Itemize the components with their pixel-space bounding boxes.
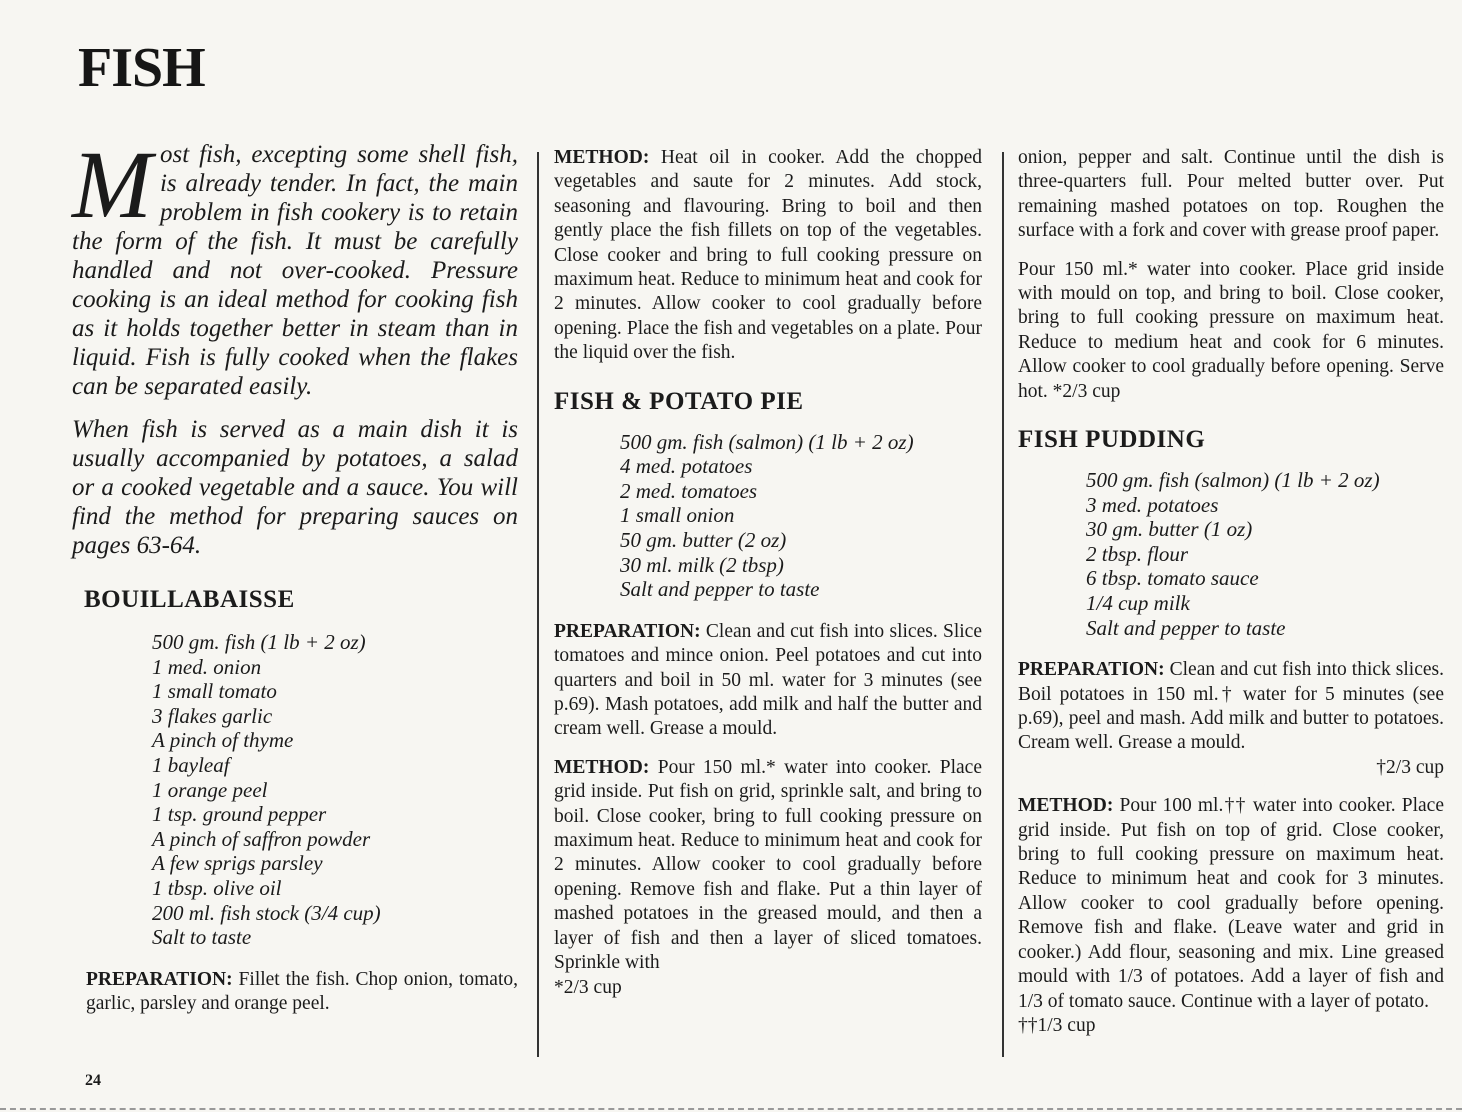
method-text: Pour 150 ml.* water into cooker. Place grid inside. Put fish on grid, sprinkle salt, and bring to boil. Close cooker, bring to full cooking pressure on maximum heat. Reduce to minimum heat and cook for 2 minutes. Allow cooker to cool gradually before opening. Remove fish and flake. Put a thin layer of mashed potatoes in the greased mould, and then a layer of fish and then a layer of sliced tomatoes. Sprinkle with: [554, 756, 982, 974]
ingredient-list: [554, 430, 982, 602]
ingredient: 1 small onion: [620, 503, 735, 528]
ingredient: A pinch of saffron powder: [152, 826, 371, 851]
recipe-title-fish-potato-pie: FISH & POTATO PIE: [554, 387, 804, 415]
preparation-text: Clean and cut fish into thick slices. Boil potatoes in 150 ml.† water for 5 minutes (see p.69), peel and mash. Add milk and butter to potatoes. Cream well. Grease a mould.: [1018, 659, 1444, 754]
footnote: ††1/3 cup: [1018, 1014, 1096, 1036]
method-paragraph: [554, 146, 982, 366]
method-paragraph: [1018, 794, 1444, 1038]
preparation-label: PREPARATION:: [86, 968, 233, 990]
method-label: METHOD:: [554, 756, 650, 778]
preparation-paragraph: [72, 968, 518, 1017]
ingredient: 50 gm. butter (2 oz): [620, 528, 787, 553]
cooking-paragraph: Pour 150 ml.* water into cooker. Place grid inside with mould on top, and bring to boil. Close cooker, bring to full cooking pressure on maximum heat. Reduce to medium heat and cook for 6 minutes. Allow cooker to cool gradually before opening. Serve hot. *2/3 cup: [1018, 258, 1444, 402]
ingredient: 3 flakes garlic: [152, 703, 273, 728]
ingredient: Salt to taste: [152, 925, 252, 950]
ingredient: 200 ml. fish stock (3/4 cup): [152, 900, 381, 925]
continued-paragraph: onion, pepper and salt. Continue until the dish is three-quarters full. Pour melted butter over. Put remaining mashed potatoes on top. Roughen the surface with a fork and cover with grease proof paper.: [1018, 147, 1444, 242]
ingredient: 30 gm. butter (1 oz): [1086, 517, 1253, 542]
ingredient: 6 tbsp. tomato sauce: [1086, 566, 1259, 591]
ingredient: 1 small tomato: [152, 679, 277, 704]
method-label: METHOD:: [1018, 795, 1114, 817]
preparation-label: PREPARATION:: [554, 620, 701, 642]
intro-paragraph: When fish is served as a main dish it is usually accompanied by potatoes, a salad or a cooked vegetable and a sauce. You will find the method for preparing sauces on pages 63-64.: [72, 416, 518, 559]
ingredient: 500 gm. fish (1 lb + 2 oz): [152, 630, 366, 654]
column-right: [1018, 146, 1444, 1038]
intro: [72, 131, 518, 560]
column-divider: [1002, 152, 1004, 1057]
method-label: METHOD:: [554, 147, 650, 168]
ingredient-list: [1018, 468, 1444, 640]
ingredient: Salt and pepper to taste: [1086, 615, 1286, 640]
footnote: †2/3 cup: [1376, 756, 1444, 778]
ingredient: 3 med. potatoes: [1086, 492, 1219, 517]
ingredient-list: [72, 630, 518, 950]
intro-paragraph: [72, 131, 518, 401]
method-text: Heat oil in cooker. Add the chopped vegetables and saute for 2 minutes. Add stock, seasoning and flavouring. Bring to boil and then gently place the fish fillets on top of the vegetables. Close cooker and bring to full cooking pressure on maximum heat. Reduce to minimum heat and cook for 2 minutes. Allow cooker to cool gradually before opening. Place the fish and vegetables on a plate. Pour the liquid over the fish.: [554, 147, 982, 364]
ingredient: 30 ml. milk (2 tbsp): [620, 552, 784, 577]
page-number: 24: [85, 1072, 101, 1089]
intro-text: ost fish, excepting some shell fish, is already tender. In fact, the main problem in fish cookery is to retain the form of the fish. It must be carefully handled and not over-cooked. Pressure cooking is an ideal method for cooking fish as it holds together better in steam than in liquid. Fish is fully cooked when the flakes can be separated easily.: [72, 141, 518, 400]
recipe-title-bouillabaisse: BOUILLABAISSE: [84, 586, 295, 613]
recipe-title-fish-pudding: FISH PUDDING: [1018, 426, 1206, 454]
method-paragraph: [554, 756, 982, 1000]
footnote: *2/3 cup: [554, 976, 622, 998]
preparation-paragraph: [554, 620, 982, 742]
page-title: FISH: [78, 37, 205, 99]
preparation-text: Clean and cut fish into slices. Slice tomatoes and mince onion. Peel potatoes and cut into quarters and boil in 50 ml. water for 3 minutes (see p.69). Mash potatoes, add milk and half the butter and cream well. Grease a mould.: [554, 620, 982, 740]
ingredient: A few sprigs parsley: [152, 851, 323, 876]
ingredient: Salt and pepper to taste: [620, 577, 820, 602]
column-left: [72, 131, 518, 1017]
ingredient: 1 tsp. ground pepper: [152, 802, 327, 827]
method-text: Pour 100 ml.†† water into cooker. Place grid inside. Put fish on top of grid. Close cooker, bring to full cooking pressure on maximum heat. Reduce to minimum heat and cook for 3 minutes. Allow cooker to cool gradually before opening. Remove fish and flake. (Leave water and grid in cooker.) Add flour, seasoning and mix. Line greased mould with 1/3 of potatoes. Add a layer of fish and 1/3 of tomato sauce. Continue with a layer of potato.: [1018, 795, 1444, 1012]
column-middle: [554, 146, 982, 1000]
ingredient: 500 gm. fish (salmon) (1 lb + 2 oz): [1086, 468, 1380, 493]
ingredient: 1 bayleaf: [152, 752, 230, 777]
ingredient: 500 gm. fish (salmon) (1 lb + 2 oz): [620, 429, 914, 454]
ingredient: 1 orange peel: [152, 777, 268, 802]
ingredient: 4 med. potatoes: [620, 454, 753, 479]
page-edge: [0, 1108, 1462, 1110]
column-divider: [537, 152, 539, 1057]
preparation-paragraph: [1018, 658, 1444, 780]
preparation-label: PREPARATION:: [1018, 659, 1165, 681]
ingredient: A pinch of thyme: [152, 728, 294, 753]
ingredient: 2 tbsp. flour: [1086, 541, 1189, 566]
ingredient: 1 med. onion: [152, 654, 262, 679]
preparation-text: Fillet the fish. Chop onion, tomato, garlic, parsley and orange peel.: [86, 968, 518, 1015]
ingredient: 1/4 cup milk: [1086, 591, 1190, 616]
ingredient: 1 tbsp. olive oil: [152, 875, 282, 900]
drop-cap: M: [72, 131, 152, 238]
ingredient: 2 med. tomatoes: [620, 478, 758, 503]
